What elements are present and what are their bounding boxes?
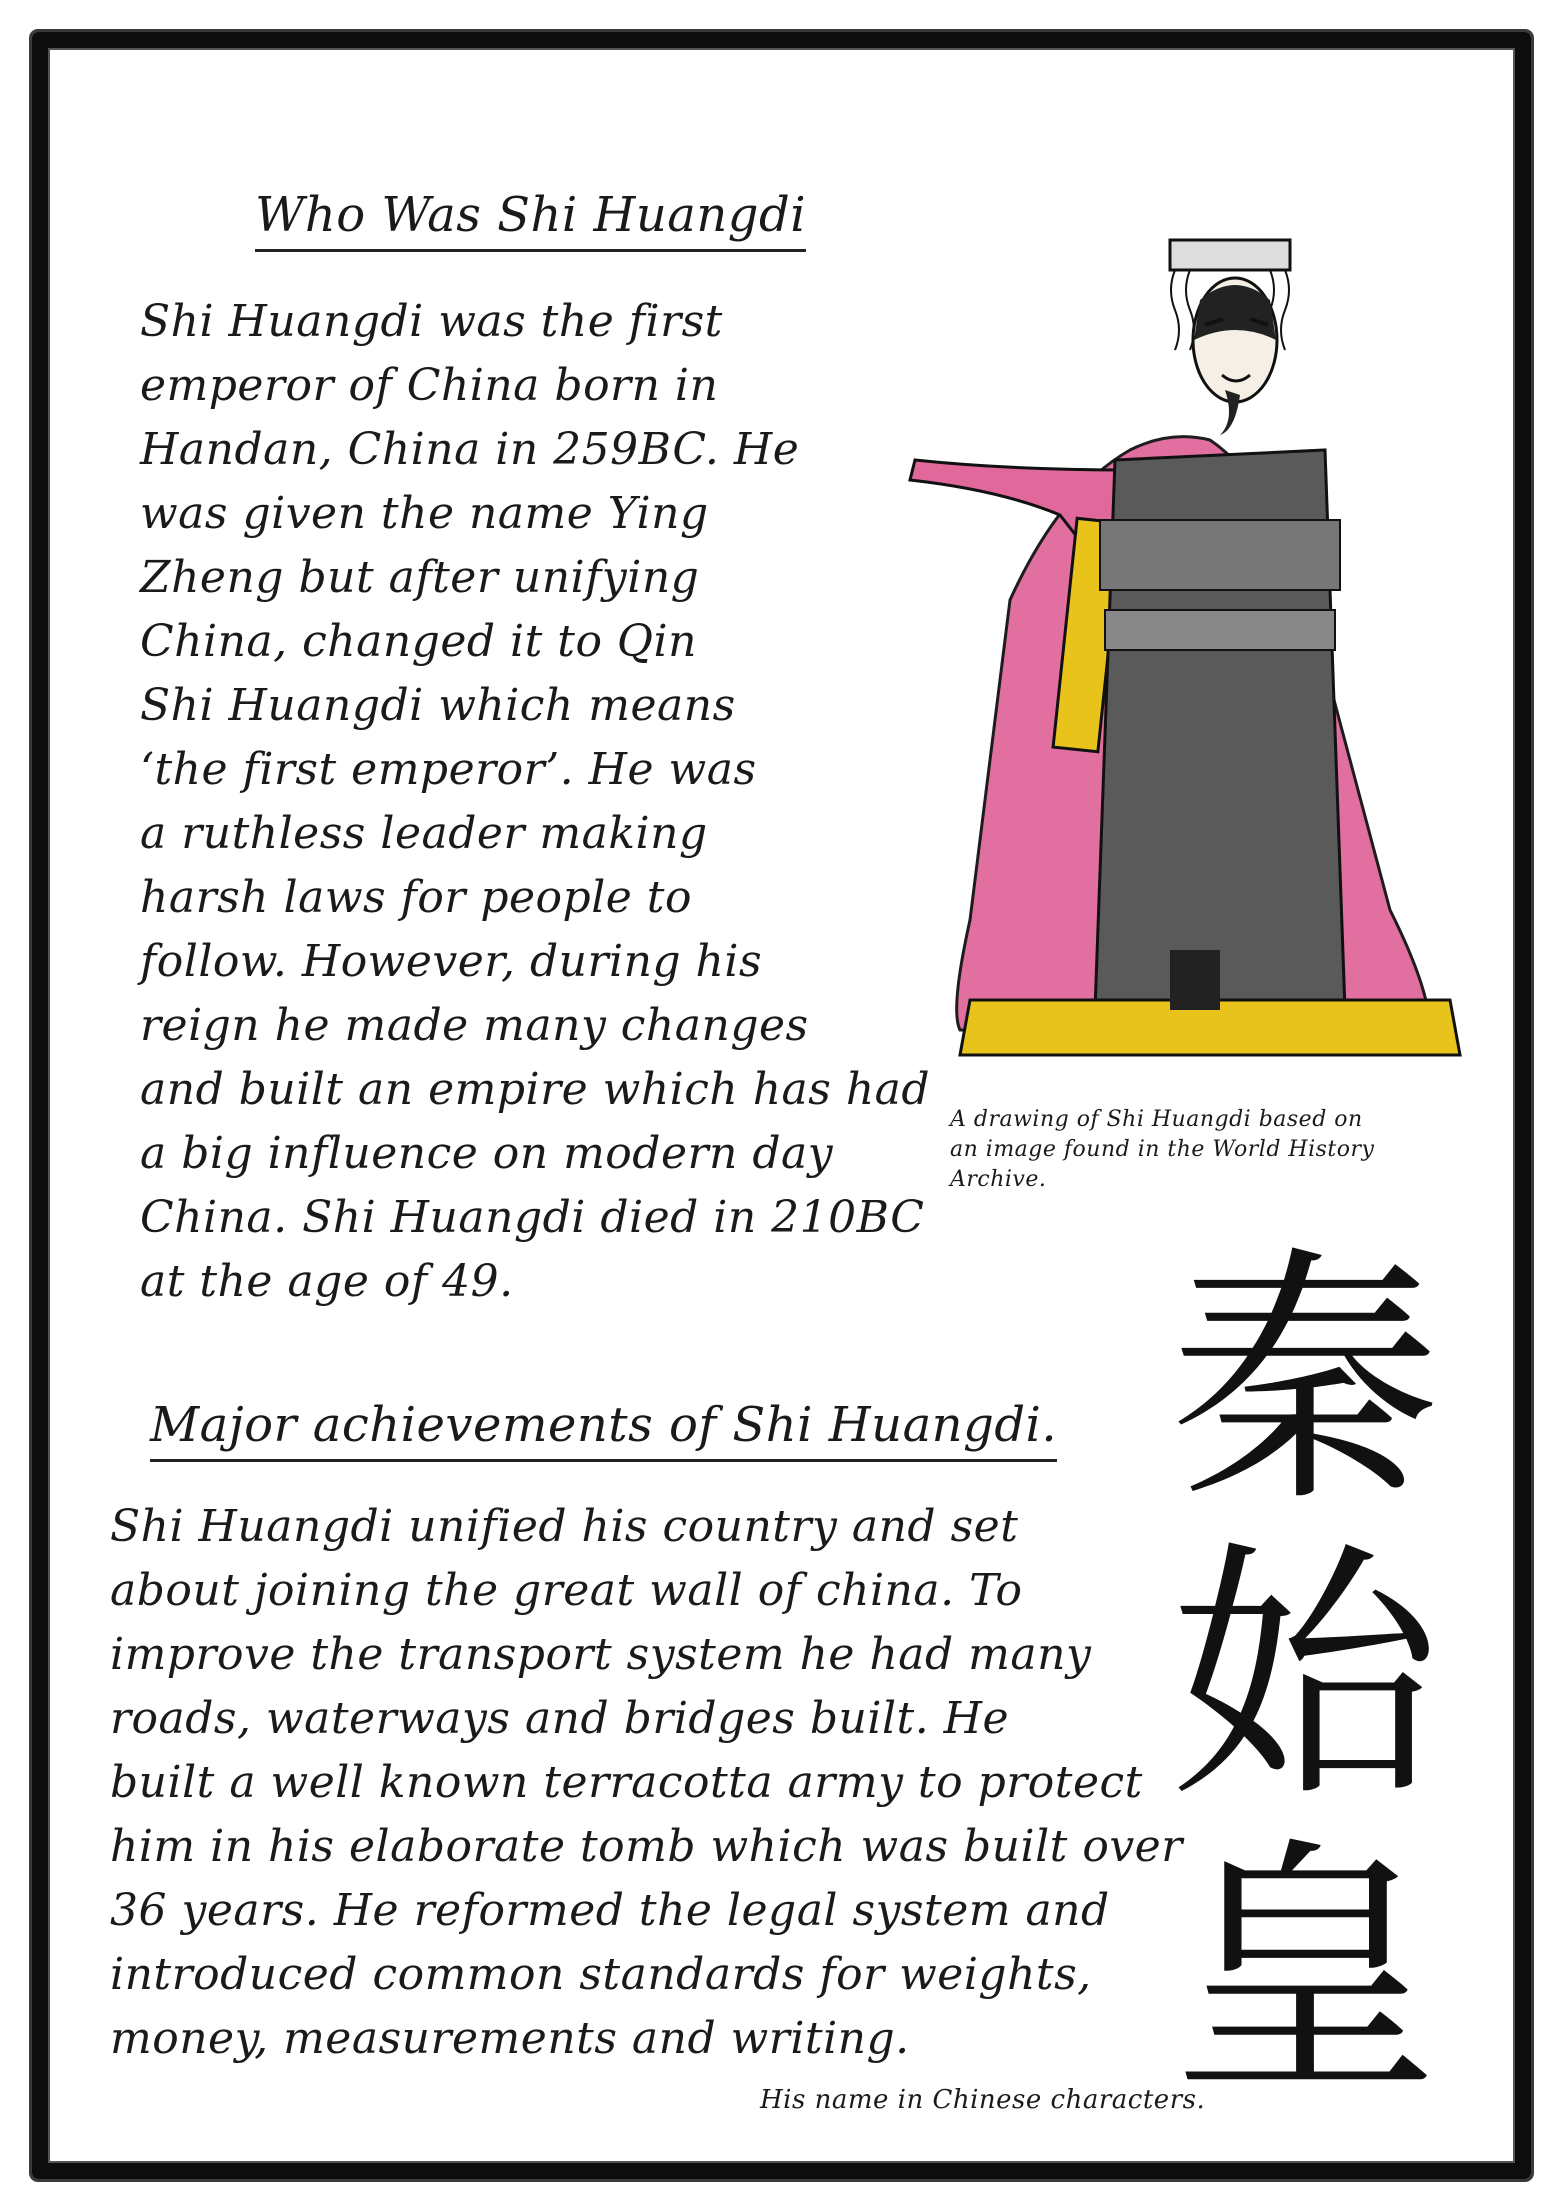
section-2-body: Shi Huangdi unified his country and set about joining the great wall of china. To improve the transport system he had many roads, waterways and bridges built. He built a well known terracotta army to protect him in his elaborate tomb which was built over 36 years. He reformed the legal system and introduced common standards for weights, money, measurements and writing. — [110, 1501, 1183, 2064]
section-2-heading: Major achievements of Shi Huangdi. — [150, 1395, 1057, 1462]
section-1-body: Shi Huangdi was the first emperor of China born in Handan, China in 259BC. He was given the name Ying Zheng but after unifying China, changed it to Qin Shi Huangdi which means ‘the first emperor’. He was a ruthless leader making harsh laws for people to follow. However, during his reign he made many changes and built an empire which has had a big influence on modern day China. Shi Huangdi died in 210BC at the age of 49. — [140, 296, 931, 1307]
emperor-drawing — [900, 220, 1500, 1100]
chinese-caption: His name in Chinese characters. — [760, 2085, 1206, 2115]
chinese-character-3: 皇 — [1170, 1814, 1440, 2090]
chinese-character-1: 秦 — [1170, 1224, 1440, 1539]
chinese-seal-characters — [1140, 1210, 1470, 2090]
chinese-character-2: 始 — [1170, 1519, 1440, 1834]
section-1-heading: Who Was Shi Huangdi — [255, 185, 806, 252]
image-caption: A drawing of Shi Huangdi based on an image found in the World History Archive. — [950, 1107, 1375, 1192]
